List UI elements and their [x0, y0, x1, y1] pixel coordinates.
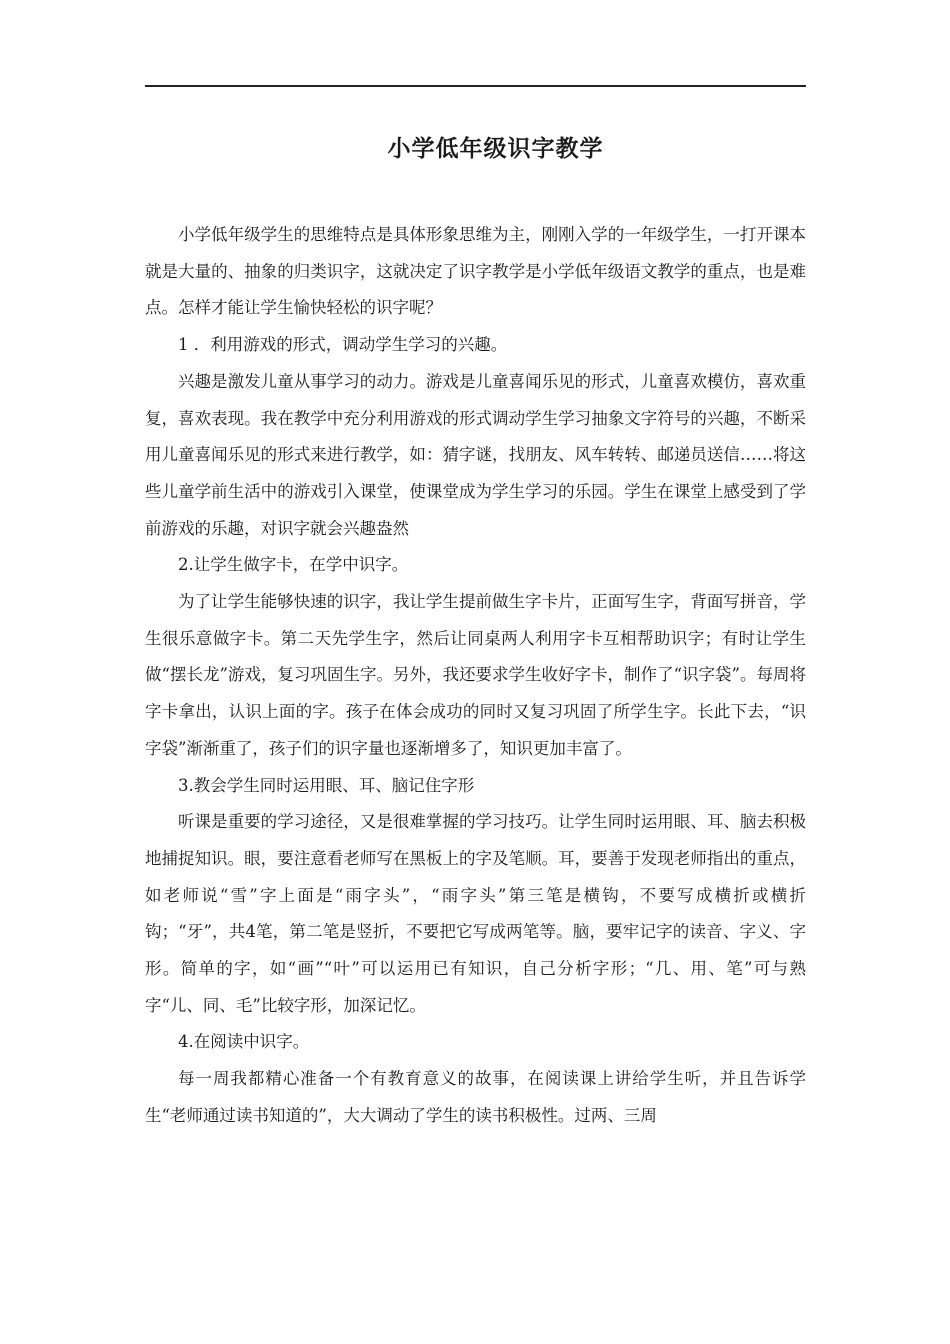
- section-body-4: 每一周我都精心准备一个有教育意义的故事，在阅读课上讲给学生听，并且告诉学生“老师通过读书知道的”，大大调动了学生的读书积极性。过两、三周: [145, 1069, 806, 1125]
- section-heading-2: 2.让学生做字卡，在学中识字。: [178, 555, 409, 575]
- section-heading-3: 3.教会学生同时运用眼、耳、脑记住字形: [178, 775, 475, 795]
- header-rule: [145, 85, 806, 87]
- section-heading-1: 1 ．利用游戏的形式，调动学生学习的兴趣。: [178, 335, 508, 355]
- section-body-2: 为了让学生能够快速的识字，我让学生提前做生字卡片，正面写生字，背面写拼音，学生很乐意做字卡。第二天先学生字，然后让同桌两人利用字卡互相帮助识字；有时让学生做“摆长龙”游戏，复习巩固生字。另外，我还要求学生收好字卡，制作了“识字袋”。每周将字卡拿出，认识上面的字。孩子在体会成功的同时又复习巩固了所学生字。长此下去，“识字袋”渐渐重了，孩子们的识字量也逐渐增多了，知识更加丰富了。: [145, 592, 806, 758]
- section-body-1: 兴趣是激发儿童从事学习的动力。游戏是儿童喜闻乐见的形式，儿童喜欢模仿，喜欢重复，喜欢表现。我在教学中充分利用游戏的形式调动学生学习抽象文字符号的兴趣，不断采用儿童喜闻乐见的形式来进行教学，如：猜字谜，找朋友、风车转转、邮递员送信……将这些儿童学前生活中的游戏引入课堂，使课堂成为学生学习的乐园。学生在课堂上感受到了学前游戏的乐趣，对识字就会兴趣盎然: [145, 371, 806, 538]
- document-title: 小学低年级识字教学: [387, 136, 604, 162]
- document-body: [145, 217, 806, 1135]
- section-body-3: 听课是重要的学习途径，又是很难掌握的学习技巧。让学生同时运用眼、耳、脑去积极地捕捉知识。眼，要注意看老师写在黑板上的字及笔顺。耳，要善于发现老师指出的重点，如老师说“雪”字上面是“雨字头”，“雨字头”第三笔是横钩，不要写成横折或横折钩；“牙”，共4笔，第二笔是竖折，不要把它写成两笔等。脑，要牢记字的读音、字义、字形。简单的字，如“画”“叶”可以运用已有知识，自己分析字形；“几、用、笔”可与熟字“儿、同、毛”比较字形，加深记忆。: [145, 812, 806, 1015]
- intro-paragraph: 小学低年级学生的思维特点是具体形象思维为主，刚刚入学的一年级学生，一打开课本就是大量的、抽象的归类识字，这就决定了识字教学是小学低年级语文教学的重点，也是难点。怎样才能让学生愉快轻松的识字呢？: [145, 225, 806, 318]
- section-heading-4: 4.在阅读中识字。: [178, 1032, 310, 1052]
